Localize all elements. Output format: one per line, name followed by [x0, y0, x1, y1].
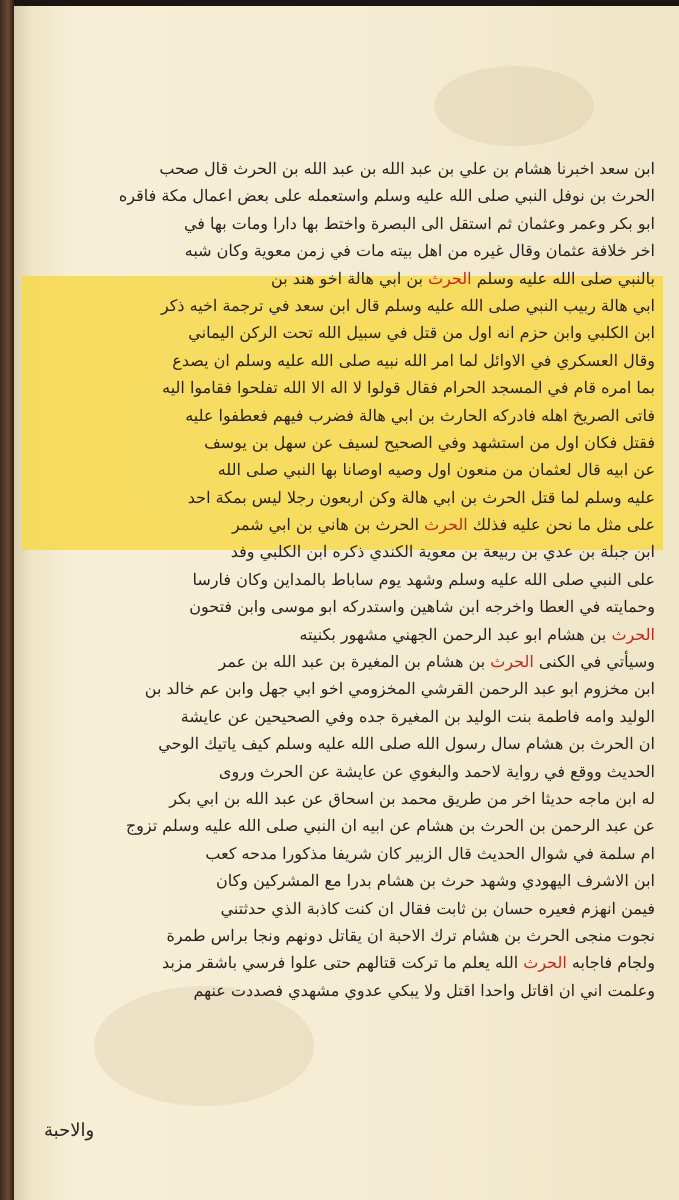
- book-spine: [0, 0, 14, 1200]
- text-line: ام سلمة في شوال الحديث قال الزبير كان شريفا مذكورا مدحه كعب: [205, 843, 655, 863]
- text-line: [30, 265, 655, 292]
- text-segment: الله يعلم ما تركت قتالهم حتى علوا فرسي باشقر مزبد: [162, 953, 524, 973]
- text-line: [30, 511, 655, 538]
- text-segment: وسيأتي في الكنى: [533, 652, 655, 672]
- rubric-heading: الحرث: [523, 953, 567, 973]
- text-line: عليه وسلم لما قتل الحرث بن ابي هالة وكن اربعون رجلا ليس بمكة احد: [187, 487, 655, 507]
- text-line: فيمن انهزم فعيره حسان بن ثابت فقال ان كنت كاذبة الذي حدثتني: [220, 898, 655, 918]
- text-line: على النبي صلى الله عليه وسلم وشهد يوم ساباط بالمداين وكان فارسا: [192, 569, 655, 589]
- text-line: [30, 648, 655, 675]
- text-line: ابو بكر وعمر وعثمان ثم استقل الى البصرة واختط بها دارا ومات بها في: [183, 213, 655, 233]
- text-line: ابن جبلة بن عدي بن ربيعة بن معوية الكندي ذكره ابن الكلبي وفد: [230, 542, 655, 562]
- text-line: [30, 949, 655, 976]
- text-line: الحديث ووقع في رواية لاحمد والبغوي عن عايشة عن الحرث وروى: [218, 761, 655, 781]
- rubric-heading: الحرث: [428, 268, 472, 288]
- text-line: ابن الاشرف اليهودي وشهد حرث بن هشام بدرا مع المشركين وكان: [216, 871, 655, 891]
- text-segment: بن ابي هالة اخو هند بن: [271, 268, 429, 288]
- paper-stain: [434, 66, 594, 146]
- rubric-heading: الحرث: [424, 515, 468, 535]
- text-segment: على مثل ما نحن عليه فذلك: [467, 515, 655, 535]
- text-line: وقال العسكري في الاوائل لما امر الله نبيه صلى الله عليه وسلم ان يصدع: [172, 350, 655, 370]
- text-line: له ابن ماجه حديثا اخر من طريق محمد بن اسحاق عن عبد الله بن ابي بكر: [169, 788, 655, 808]
- text-line: الحرث بن نوفل النبي صلى الله عليه وسلم واستعمله على بعض اعمال مكة فاقره: [118, 186, 655, 206]
- text-line: فقتل فكان اول من استشهد وفي الصحيح لسيف عن سهل بن يوسف: [204, 432, 655, 452]
- text-segment: بن هشام ابو عبد الرحمن الجهني مشهور بكنيته: [299, 624, 612, 644]
- text-line: فاتى الصريخ اهله فادركه الحارث بن ابي هالة فضرب فيهم فعطفوا عليه: [185, 405, 655, 425]
- text-segment: بن هشام بن المغيرة بن عبد الله بن عمر: [218, 652, 491, 672]
- text-line: ابن مخزوم ابو عبد الرحمن القرشي المخزومي اخو ابي جهل وابن عم خالد بن: [144, 679, 655, 699]
- text-line: عن ابيه قال لعثمان من منعون اول وصيه اوصانا بها النبي صلى الله: [217, 460, 655, 480]
- text-line: وعلمت اني ان اقاتل واحدا اقتل ولا يبكي عدوي مشهدي فصددت عنهم: [193, 980, 655, 1000]
- text-line: نجوت منجى الحرث بن هشام ترك الاحبة ان يقاتل دونهم ونجا براس طمرة: [166, 925, 655, 945]
- text-line: ابي هالة ربيب النبي صلى الله عليه وسلم قال ابن سعد في ترجمة اخيه ذكر: [160, 295, 655, 315]
- text-line: عن عبد الرحمن بن الحرث بن هشام عن ابيه ان النبي صلى الله عليه وسلم تزوج: [125, 816, 655, 836]
- text-segment: الحرث بن هاني بن ابي شمر: [232, 515, 425, 535]
- text-line: ابن الكلبي وابن حزم انه اول من قتل في سبيل الله تحت الركن اليماني: [188, 323, 655, 343]
- text-line: ابن سعد اخبرنا هشام بن علي بن عبد الله بن عبد الله بن الحرث قال صحب: [159, 159, 655, 178]
- text-line: وحمايته في العطا واخرجه ابن شاهين واستدركه ابو موسى وابن فتحون: [189, 597, 655, 617]
- rubric-heading: الحرث: [490, 652, 534, 672]
- text-line: [30, 621, 655, 648]
- text-line: ان الحرث بن هشام سال رسول الله صلى الله عليه وسلم كيف ياتيك الوحي: [158, 734, 655, 754]
- text-line: الوليد وامه فاطمة بنت الوليد بن المغيرة جده وفي الصحيحين عن عايشة: [180, 706, 655, 726]
- text-line: بما امره قام في المسجد الحرام فقال قولوا لا اله الا الله تفلحوا فقاموا اليه: [162, 378, 655, 398]
- text-line: اخر خلافة عثمان وقال غيره من اهل بيته مات في زمن معوية وكان شبه: [184, 241, 655, 261]
- manuscript-text: [30, 155, 655, 1004]
- text-segment: بالنبي صلى الله عليه وسلم: [471, 268, 655, 288]
- text-segment: ولجام فاجابه: [566, 953, 655, 973]
- catchword: والاحبة: [44, 1120, 95, 1141]
- rubric-heading: الحرث: [611, 624, 655, 644]
